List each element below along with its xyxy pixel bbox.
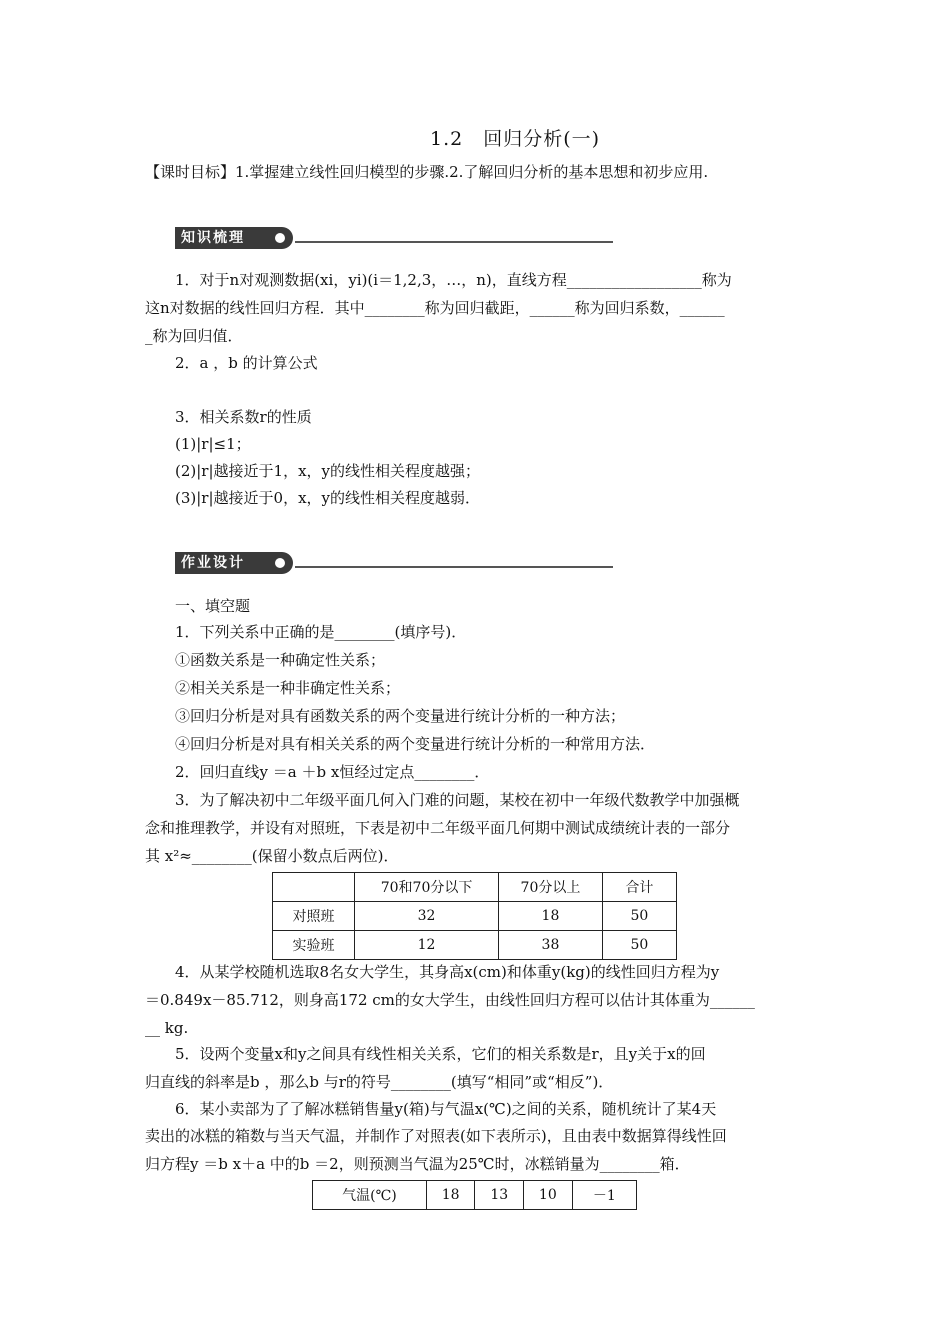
section-header-homework <box>175 552 615 574</box>
homework-line-9: 念和推理教学，并设有对照班，下表是初中二年级平面几何期中测试成绩统计表的一部分 <box>145 819 731 837</box>
table-cell: 13 <box>475 1181 524 1210</box>
homework-line-2: 1．下列关系中正确的是________(填序号)． <box>175 623 467 641</box>
homework-line-16: 6．某小卖部为了了解冰糕销售量y(箱)与气温x(℃)之间的关系，随机统计了某4天 <box>175 1100 717 1118</box>
table-cell: 18 <box>426 1181 475 1210</box>
table-cell: 对照班 <box>273 902 355 931</box>
section-tag-homework: 作业设计 <box>175 552 293 574</box>
knowledge-line-4: 2．a ，b 的计算公式 <box>175 354 318 372</box>
table-cell: 12 <box>354 931 498 960</box>
knowledge-line-7: (2)|r|越接近于1，x，y的线性相关程度越强； <box>175 462 481 480</box>
table-cell: 50 <box>602 931 676 960</box>
lesson-objective: 【课时目标】1.掌握建立线性回归模型的步骤.2.了解回归分析的基本思想和初步应用. <box>145 163 709 181</box>
temperature-table <box>312 1180 637 1210</box>
table-header-row <box>273 873 677 902</box>
table-row <box>273 902 677 931</box>
table-header-cell: 70和70分以下 <box>354 873 498 902</box>
bullet-dot-icon <box>275 233 285 243</box>
knowledge-line-5: 3．相关系数r的性质 <box>175 408 312 426</box>
score-table <box>272 872 677 960</box>
table-row <box>313 1181 637 1210</box>
table-cell: －1 <box>572 1181 636 1210</box>
table-cell: 50 <box>602 902 676 931</box>
homework-line-1: 一、填空题 <box>175 597 251 615</box>
table-cell: 38 <box>499 931 603 960</box>
homework-line-13: __ kg. <box>145 1019 189 1037</box>
table-row <box>273 931 677 960</box>
bullet-dot-icon <box>275 558 285 568</box>
table-header-cell <box>273 873 355 902</box>
table-header-cell: 合计 <box>602 873 676 902</box>
homework-line-14: 5．设两个变量x和y之间具有线性相关关系，它们的相关系数是r，且y关于x的回 <box>175 1045 706 1063</box>
homework-line-7: 2．回归直线y ＝a ＋b x恒经过定点________． <box>175 763 490 781</box>
knowledge-line-2: 这n对数据的线性回归方程．其中________称为回归截距，______称为回归系数，______ <box>145 299 725 317</box>
knowledge-line-6: (1)|r|≤1； <box>175 435 251 453</box>
page-title: 1.2 回归分析(一) <box>430 128 601 150</box>
section-tag-knowledge: 知识梳理 <box>175 227 293 249</box>
table-cell: 实验班 <box>273 931 355 960</box>
table-cell: 18 <box>499 902 603 931</box>
section-rule <box>295 241 613 243</box>
homework-line-18: 归方程y ＝b x＋a 中的b ＝2，则预测当气温为25℃时，冰糕销量为________箱． <box>145 1155 690 1173</box>
table-cell: 32 <box>354 902 498 931</box>
homework-line-17: 卖出的冰糕的箱数与当天气温，并制作了对照表(如下表所示)，且由表中数据算得线性回 <box>145 1127 727 1145</box>
homework-line-6: ④回归分析是对具有相关关系的两个变量进行统计分析的一种常用方法． <box>175 735 656 753</box>
knowledge-line-8: (3)|r|越接近于0，x，y的线性相关程度越弱． <box>175 489 481 507</box>
section-header-knowledge <box>175 227 615 249</box>
knowledge-line-1: 1．对于n对观测数据(xi，yi)(i＝1,2,3，…，n)，直线方程__________________称为 <box>175 271 732 289</box>
table-cell: 10 <box>524 1181 573 1210</box>
homework-line-12: ＝0.849x－85.712，则身高172 cm的女大学生，由线性回归方程可以估计其体重为______ <box>145 991 755 1009</box>
homework-line-5: ③回归分析是对具有函数关系的两个变量进行统计分析的一种方法； <box>175 707 626 725</box>
section-rule <box>295 566 613 568</box>
homework-line-10: 其 x²≈________(保留小数点后两位)． <box>145 847 399 865</box>
homework-line-4: ②相关关系是一种非确定性关系； <box>175 679 401 697</box>
table-header-cell: 气温(℃) <box>313 1181 427 1210</box>
homework-line-11: 4．从某学校随机选取8名女大学生，其身高x(cm)和体重y(kg)的线性回归方程为y <box>175 963 720 981</box>
knowledge-line-3: _称为回归值． <box>145 327 243 345</box>
homework-line-3: ①函数关系是一种确定性关系； <box>175 651 386 669</box>
table-header-cell: 70分以上 <box>499 873 603 902</box>
homework-line-15: 归直线的斜率是b ，那么b 与r的符号________(填写“相同”或“相反”)． <box>145 1073 614 1091</box>
homework-line-8: 3．为了解决初中二年级平面几何入门难的问题，某校在初中一年级代数教学中加强概 <box>175 791 740 809</box>
